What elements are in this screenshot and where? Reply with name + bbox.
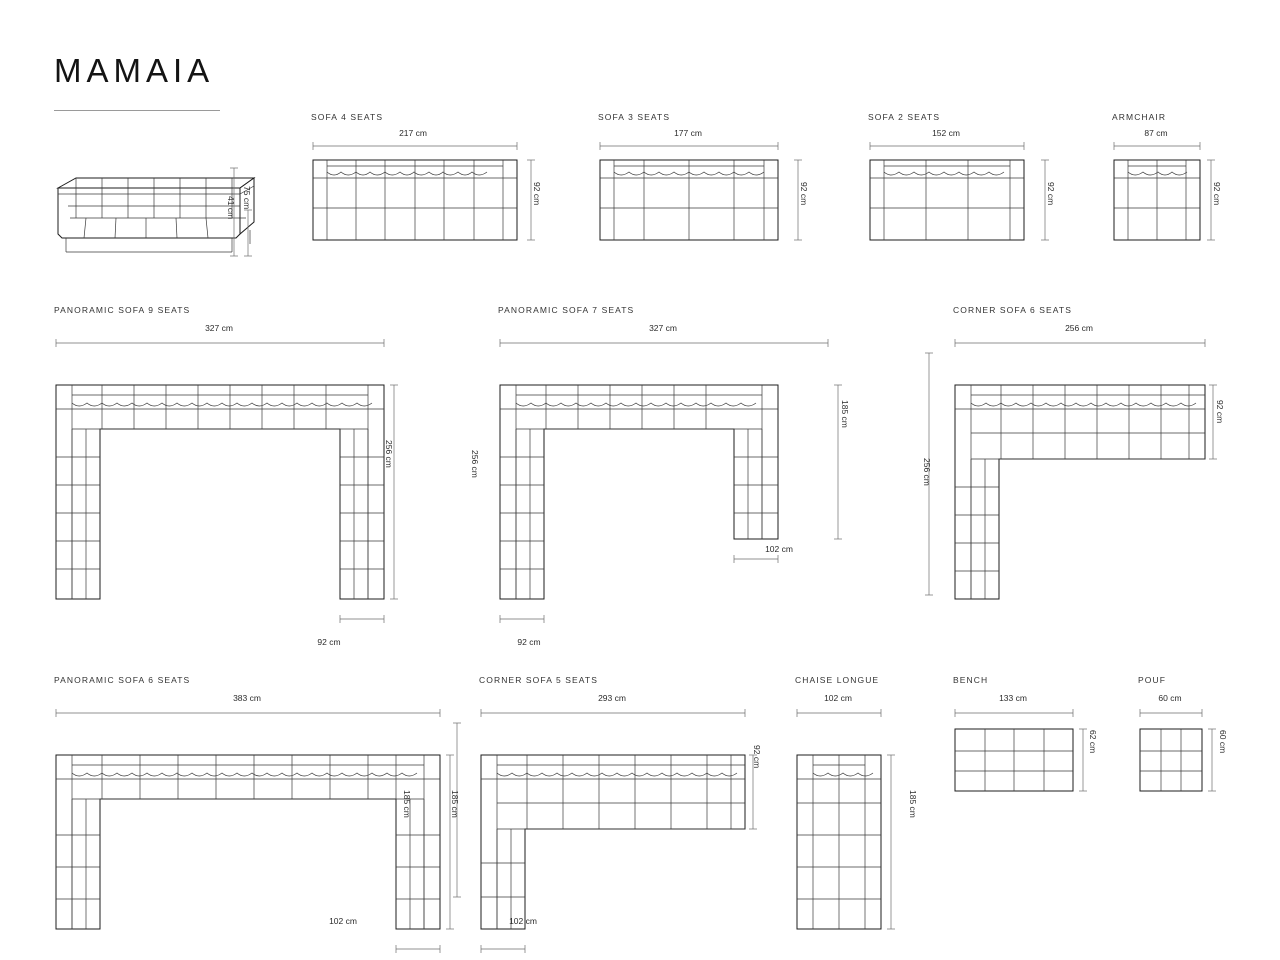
item-corner6: [953, 305, 1093, 333]
item-pano6: [54, 675, 261, 703]
item-sofa2-label: SOFA 2 SEATS: [868, 112, 941, 122]
item-bench-depth: 62 cm: [1088, 730, 1098, 754]
item-pano7-depth: 256 cm: [470, 450, 480, 478]
item-pano6-width: 383 cm: [233, 693, 261, 703]
item-pano7: [498, 305, 677, 333]
item-armchair-depth: 92 cm: [1212, 182, 1222, 206]
item-pano9-arm: 92 cm: [317, 637, 341, 647]
item-pano9-width: 327 cm: [205, 323, 233, 333]
item-pano7-arm: 92 cm: [517, 637, 541, 647]
item-pouf-width: 60 cm: [1158, 693, 1182, 703]
item-bench-label: BENCH: [953, 675, 989, 685]
item-sofa4: [311, 112, 427, 138]
item-sofa3: [598, 112, 702, 138]
item-sofa4-width: 217 cm: [399, 128, 427, 138]
item-chaise: [795, 675, 880, 703]
item-corner6-width: 256 cm: [1065, 323, 1093, 333]
item-sofa2-depth: 92 cm: [1046, 182, 1056, 206]
item-sofa4-depth: 92 cm: [532, 182, 542, 206]
item-corner6-depth: 256 cm: [922, 458, 932, 486]
item-corner5-depth: 185 cm: [450, 790, 460, 818]
item-corner5-width: 293 cm: [598, 693, 626, 703]
item-pano7-width: 327 cm: [649, 323, 677, 333]
item-corner6-arm: 92 cm: [1215, 400, 1225, 424]
item-pouf-label: POUF: [1138, 675, 1167, 685]
item-pano6-depth: 185 cm: [402, 790, 412, 818]
item-corner5: [479, 675, 626, 703]
item-bench-width: 133 cm: [999, 693, 1027, 703]
item-pano7-label: PANORAMIC SOFA 7 SEATS: [498, 305, 635, 315]
item-pouf-depth: 60 cm: [1218, 730, 1228, 754]
item-pano6-arm: 102 cm: [329, 916, 357, 926]
item-sofa4-label: SOFA 4 SEATS: [311, 112, 384, 122]
item-pano9-depth: 256 cm: [384, 440, 394, 468]
item-chaise-width: 102 cm: [824, 693, 852, 703]
item-chaise-label: CHAISE LONGUE: [795, 675, 880, 685]
item-pouf: [1138, 675, 1182, 703]
perspective-height-total: 75 cm: [242, 186, 252, 210]
item-sofa3-width: 177 cm: [674, 128, 702, 138]
perspective-height-seat: 41 cm: [226, 196, 236, 220]
item-sofa2: [868, 112, 960, 138]
item-sofa3-depth: 92 cm: [799, 182, 809, 206]
item-corner5-depth2: 92 cm: [752, 745, 762, 769]
item-pano9-label: PANORAMIC SOFA 9 SEATS: [54, 305, 191, 315]
title-divider: [54, 110, 220, 111]
item-pano9: [54, 305, 233, 333]
page-title: MAMAIA: [54, 52, 215, 89]
item-pano7-depth2: 185 cm: [840, 400, 850, 428]
item-corner6-label: CORNER SOFA 6 SEATS: [953, 305, 1072, 315]
item-chaise-depth: 185 cm: [908, 790, 918, 818]
item-sofa3-label: SOFA 3 SEATS: [598, 112, 671, 122]
item-pano7-arm2: 102 cm: [765, 544, 793, 554]
item-sofa2-width: 152 cm: [932, 128, 960, 138]
item-armchair-width: 87 cm: [1144, 128, 1168, 138]
item-armchair-label: ARMCHAIR: [1112, 112, 1167, 122]
item-bench: [953, 675, 1027, 703]
item-pano6-label: PANORAMIC SOFA 6 SEATS: [54, 675, 191, 685]
item-corner5-arm: 102 cm: [509, 916, 537, 926]
item-corner5-label: CORNER SOFA 5 SEATS: [479, 675, 598, 685]
item-armchair: [1112, 112, 1168, 138]
